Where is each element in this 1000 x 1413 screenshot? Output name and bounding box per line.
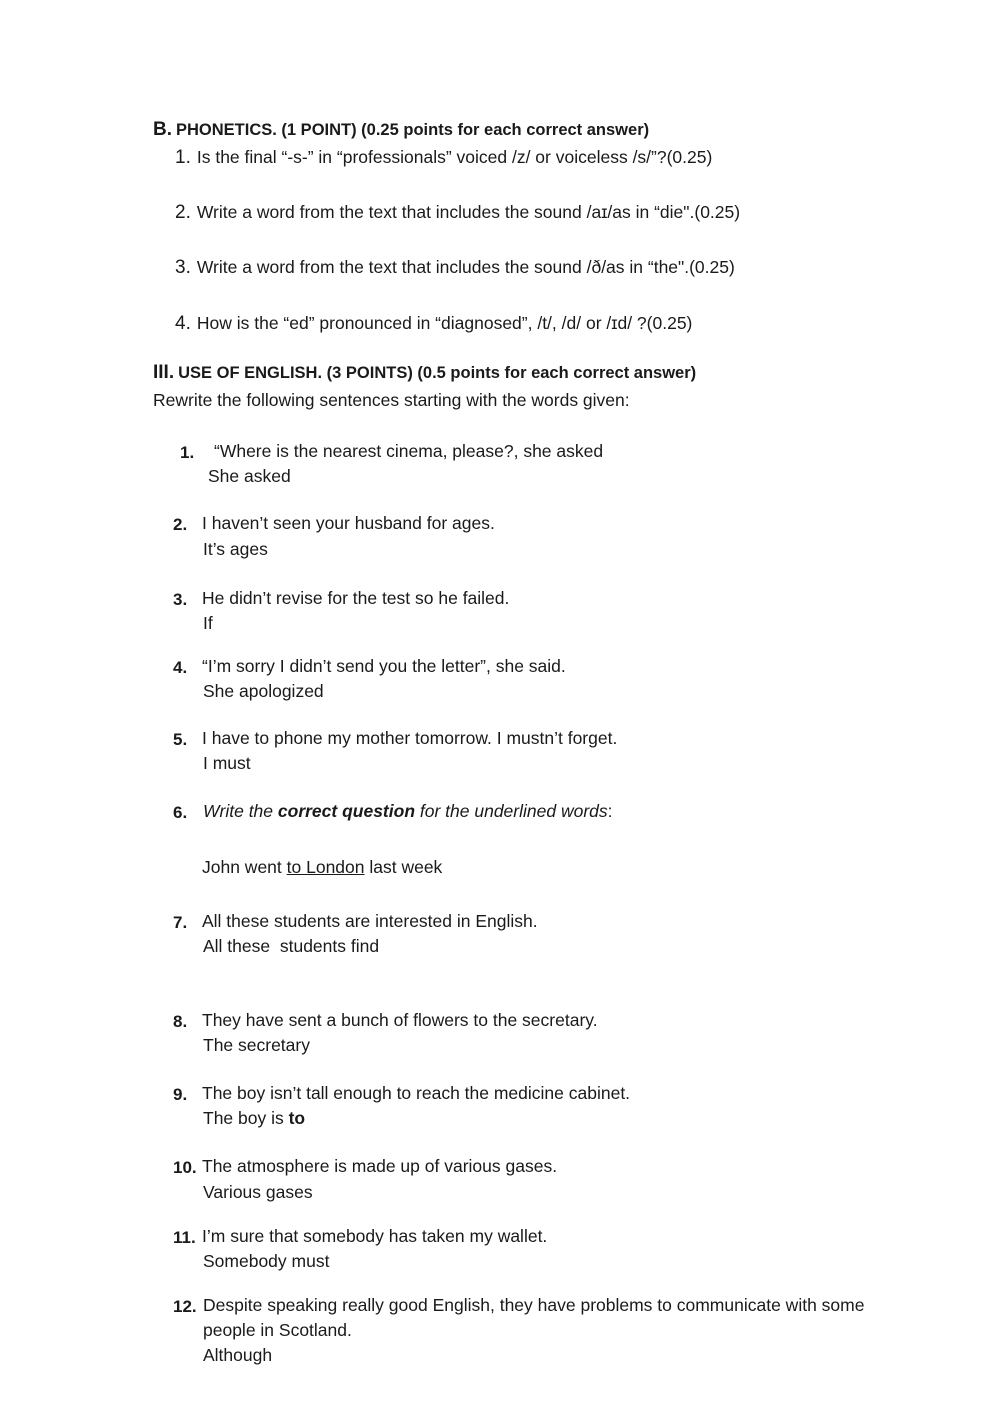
item-start-words: I must xyxy=(203,753,251,773)
instruction-colon: : xyxy=(607,801,613,821)
phonetics-heading-letter: B. xyxy=(153,119,172,140)
item-number: 1. xyxy=(180,443,195,462)
phonetics-item-number: 3. xyxy=(175,257,191,278)
instruction-part: for the underlined words xyxy=(415,801,608,821)
phonetics-item-text: How is the “ed” pronounced in “diagnosed”, /t/, /d/ or /ɪd/ ?(0.25) xyxy=(196,313,693,333)
phonetics-item-number: 2. xyxy=(175,202,191,223)
item-start-words: Somebody must xyxy=(203,1251,330,1271)
item-sentence: The atmosphere is made up of various gases. xyxy=(202,1156,558,1176)
use-of-english-instruction: Rewrite the following sentences starting with the words given: xyxy=(153,390,630,410)
instruction-part: Write the xyxy=(203,801,278,821)
item-start-words: If xyxy=(203,613,213,633)
item-sentence: They have sent a bunch of flowers to the secretary. xyxy=(202,1010,598,1030)
item-sentence: “I’m sorry I didn’t send you the letter”, she said. xyxy=(202,656,566,676)
item-number: 10. xyxy=(173,1158,197,1177)
item-instruction xyxy=(203,801,613,822)
item-number: 9. xyxy=(173,1085,188,1104)
item-start-words: Although xyxy=(203,1345,273,1365)
use-of-english-heading-text: USE OF ENGLISH. (3 POINTS) (0.5 points for each correct answer) xyxy=(178,364,697,382)
phonetics-item-number: 1. xyxy=(175,147,191,168)
use-of-english-heading xyxy=(153,362,696,385)
item-number: 6. xyxy=(173,803,188,822)
item-number: 4. xyxy=(173,658,188,677)
item-sentence: All these students are interested in English. xyxy=(202,911,538,931)
use-of-english-heading-numeral: III. xyxy=(153,362,175,383)
item-start-words: Various gases xyxy=(203,1182,313,1202)
start-bold-word: to xyxy=(288,1108,306,1128)
item-number: 7. xyxy=(173,913,188,932)
item-number: 12. xyxy=(173,1297,197,1316)
example-part: last week xyxy=(364,857,443,877)
item-number: 11. xyxy=(173,1228,196,1247)
item-number: 8. xyxy=(173,1012,188,1031)
item-sentence: I’m sure that somebody has taken my wallet. xyxy=(202,1226,548,1246)
example-part: John went xyxy=(202,857,287,877)
phonetics-item-1 xyxy=(175,147,712,170)
phonetics-item-2 xyxy=(175,202,740,225)
phonetics-item-number: 4. xyxy=(175,313,191,334)
item-number: 3. xyxy=(173,590,188,609)
phonetics-item-4 xyxy=(175,313,692,336)
instruction-emphasis: correct question xyxy=(277,801,416,821)
item-start-words: She asked xyxy=(208,466,291,486)
underlined-words: to London xyxy=(286,857,365,877)
item-number: 5. xyxy=(173,730,188,749)
item-sentence-continued: people in Scotland. xyxy=(203,1320,352,1340)
item-example-sentence xyxy=(202,857,442,878)
item-number: 2. xyxy=(173,515,188,534)
item-start-words: All these students find xyxy=(203,936,380,956)
item-sentence: I haven’t seen your husband for ages. xyxy=(202,513,495,533)
item-sentence: “Where is the nearest cinema, please?, she asked xyxy=(214,441,604,461)
item-sentence: Despite speaking really good English, they have problems to communicate with some xyxy=(203,1295,865,1315)
item-sentence: He didn’t revise for the test so he failed. xyxy=(202,588,510,608)
start-part: The boy is xyxy=(203,1108,289,1128)
item-start-words: It’s ages xyxy=(203,539,268,559)
phonetics-item-text: Write a word from the text that includes the sound /aɪ/as in “die".(0.25) xyxy=(196,202,741,222)
phonetics-item-text: Write a word from the text that includes the sound /ð/as in “the".(0.25) xyxy=(196,257,735,277)
phonetics-heading-text: PHONETICS. (1 POINT) (0.25 points for each correct answer) xyxy=(176,121,650,139)
item-start-words: She apologized xyxy=(203,681,324,701)
phonetics-heading xyxy=(153,119,649,142)
item-start-words: The secretary xyxy=(203,1035,310,1055)
item-sentence: The boy isn’t tall enough to reach the medicine cabinet. xyxy=(202,1083,631,1103)
phonetics-item-3 xyxy=(175,257,735,280)
item-start-words xyxy=(203,1108,305,1129)
item-sentence: I have to phone my mother tomorrow. I mustn’t forget. xyxy=(202,728,618,748)
phonetics-item-text: Is the final “-s-” in “professionals” voiced /z/ or voiceless /s/”?(0.25) xyxy=(196,147,713,167)
